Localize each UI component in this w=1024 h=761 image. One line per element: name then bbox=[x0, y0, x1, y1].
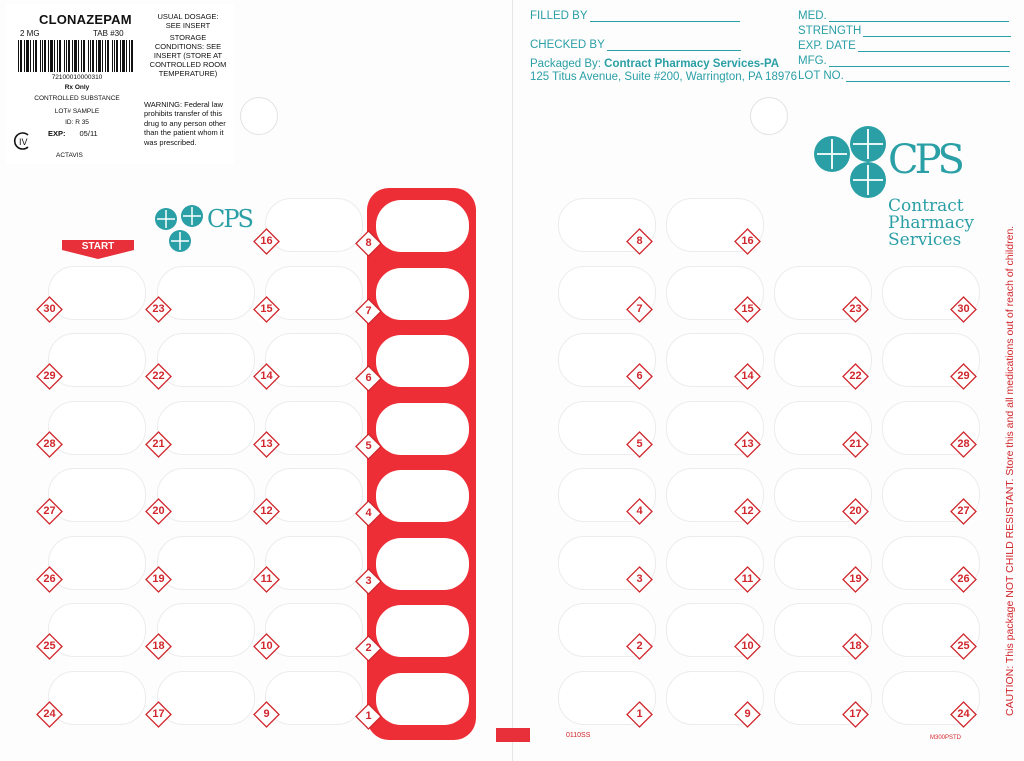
day-16-number: 16 bbox=[260, 235, 273, 247]
day-19-number: 19 bbox=[152, 572, 165, 585]
exp-label: EXP: bbox=[48, 129, 66, 138]
start-arrow-icon bbox=[60, 238, 136, 260]
strip-day-4-number: 4 bbox=[365, 507, 372, 519]
right-day-23-number: 23 bbox=[849, 302, 862, 315]
day-22-number: 22 bbox=[152, 370, 165, 382]
code-left: 0110SS bbox=[566, 732, 591, 739]
strip-blister-day-7[interactable] bbox=[376, 268, 469, 320]
drug-strength: 2 MG bbox=[20, 29, 40, 38]
cps-logo-text-large: CPS bbox=[888, 137, 961, 183]
med-field: MED. bbox=[798, 10, 1009, 22]
pill-id: ID: R 35 bbox=[65, 119, 89, 126]
lot-no-field: LOT NO. bbox=[798, 70, 1010, 82]
manufacturer: ACTAVIS bbox=[56, 152, 83, 159]
day-18-number: 18 bbox=[152, 640, 165, 652]
day-20-number: 20 bbox=[152, 505, 165, 517]
federal-warning: WARNING: Federal law prohibits transfer of this drug to any person other than the patient whom it was prescribed. bbox=[144, 100, 226, 147]
hang-hole-left bbox=[240, 97, 278, 135]
starter-strip bbox=[367, 188, 476, 740]
day-14-number: 14 bbox=[260, 370, 273, 382]
code-right: M300PSTD bbox=[930, 735, 962, 741]
day-10-number: 10 bbox=[260, 640, 273, 652]
filled-by-field: FILLED BY bbox=[530, 10, 740, 22]
packager-name: Contract Pharmacy Services-PA bbox=[604, 58, 780, 70]
strip-day-5-number: 5 bbox=[365, 439, 372, 452]
day-24-number: 24 bbox=[43, 707, 56, 720]
barcode-number: 72100010000310 bbox=[51, 74, 103, 81]
right-day-24-number: 24 bbox=[957, 707, 970, 720]
right-day-4-number: 4 bbox=[636, 505, 643, 517]
fold-line bbox=[512, 0, 513, 761]
lot-number: LOT# SAMPLE bbox=[54, 108, 100, 115]
right-day-10-number: 10 bbox=[741, 640, 754, 652]
caution-text: CAUTION: This package NOT CHILD RESISTANT. Store this and all medications out of reach of children. bbox=[1004, 225, 1016, 716]
day-15-number: 15 bbox=[260, 302, 273, 315]
barcode bbox=[18, 40, 136, 72]
strength-field: STRENGTH bbox=[798, 25, 1011, 37]
right-day-21-number: 21 bbox=[849, 437, 862, 450]
schedule-iv-icon bbox=[13, 131, 33, 151]
strip-blister-day-2[interactable] bbox=[376, 605, 469, 657]
drug-name: CLONAZEPAM bbox=[39, 12, 132, 27]
right-day-7-number: 7 bbox=[636, 302, 643, 315]
day-17-number: 17 bbox=[152, 707, 165, 720]
day-23-number: 23 bbox=[152, 302, 165, 315]
packaged-by bbox=[530, 58, 797, 84]
day-27-number: 27 bbox=[43, 505, 56, 517]
right-day-15-number: 15 bbox=[741, 302, 754, 315]
right-day-29-number: 29 bbox=[957, 370, 970, 382]
start-label: START bbox=[81, 241, 115, 252]
day-28-number: 28 bbox=[43, 437, 56, 450]
right-day-25-number: 25 bbox=[957, 640, 970, 652]
right-day-26-number: 26 bbox=[957, 572, 970, 585]
day-25-number: 25 bbox=[43, 640, 56, 652]
strip-blister-day-6[interactable] bbox=[376, 335, 469, 387]
right-day-14-number: 14 bbox=[741, 370, 754, 382]
exp-value: 05/11 bbox=[79, 129, 98, 138]
right-day-20-number: 20 bbox=[849, 505, 862, 517]
day-26-number: 26 bbox=[43, 572, 56, 585]
exp-date-field: EXP. DATE bbox=[798, 40, 1010, 52]
right-day-3-number: 3 bbox=[636, 572, 643, 585]
brand-line-3: Services bbox=[888, 230, 962, 250]
right-day-22-number: 22 bbox=[849, 370, 862, 382]
right-day-12-number: 12 bbox=[741, 505, 754, 517]
day-29-number: 29 bbox=[43, 370, 56, 382]
strip-blister-day-5[interactable] bbox=[376, 403, 469, 455]
cps-logo-icon bbox=[150, 203, 210, 255]
right-day-11-number: 11 bbox=[741, 572, 754, 585]
day-30-number: 30 bbox=[43, 302, 56, 315]
storage-conditions: STORAGE CONDITIONS: SEE INSERT (STORE AT CONTROLLED ROOM TEMPERATURE) bbox=[149, 33, 227, 78]
right-day-30-number: 30 bbox=[957, 302, 970, 315]
day-11-number: 11 bbox=[260, 572, 273, 585]
right-day-5-number: 5 bbox=[636, 437, 643, 450]
right-day-19-number: 19 bbox=[849, 572, 862, 585]
strip-blister-day-4[interactable] bbox=[376, 470, 469, 522]
rx-only: Rx Only bbox=[64, 84, 90, 91]
brand-line-2: Pharmacy bbox=[888, 213, 975, 233]
strip-day-1-number: 1 bbox=[365, 709, 372, 722]
hang-hole-right bbox=[750, 97, 788, 135]
day-12-number: 12 bbox=[260, 505, 273, 517]
strip-day-8-number: 8 bbox=[365, 237, 372, 249]
packaged-by-prefix: Packaged By: bbox=[530, 58, 605, 70]
prescription-label bbox=[6, 4, 234, 164]
strip-day-6-number: 6 bbox=[365, 372, 372, 384]
right-day-2-number: 2 bbox=[636, 640, 643, 652]
expiration bbox=[48, 129, 98, 138]
day-9-number: 9 bbox=[263, 707, 270, 720]
schedule-text: IV bbox=[19, 137, 28, 147]
day-13-number: 13 bbox=[260, 437, 273, 450]
day-21-number: 21 bbox=[152, 437, 165, 450]
right-day-8-number: 8 bbox=[636, 235, 643, 247]
drug-quantity: TAB #30 bbox=[93, 29, 124, 38]
right-day-13-number: 13 bbox=[741, 437, 754, 450]
checked-by-field: CHECKED BY bbox=[530, 39, 741, 51]
strip-blister-day-1[interactable] bbox=[376, 673, 469, 725]
brand-name bbox=[888, 198, 974, 249]
strip-blister-day-8[interactable] bbox=[376, 200, 469, 252]
cps-logo-large-icon bbox=[812, 124, 890, 202]
right-day-16-number: 16 bbox=[741, 235, 754, 247]
strip-blister-day-3[interactable] bbox=[376, 538, 469, 590]
strip-day-3-number: 3 bbox=[365, 574, 372, 587]
right-day-17-number: 17 bbox=[849, 707, 862, 720]
registration-mark bbox=[496, 728, 530, 742]
strip-day-2-number: 2 bbox=[365, 642, 372, 654]
right-day-28-number: 28 bbox=[957, 437, 970, 450]
usual-dosage: USUAL DOSAGE: SEE INSERT bbox=[157, 12, 219, 30]
brand-line-1: Contract bbox=[888, 196, 964, 216]
right-day-1-number: 1 bbox=[636, 707, 643, 720]
right-day-18-number: 18 bbox=[849, 640, 862, 652]
right-day-6-number: 6 bbox=[636, 370, 643, 382]
packager-address: 125 Titus Avenue, Suite #200, Warrington, PA 18976 bbox=[530, 71, 798, 83]
right-day-27-number: 27 bbox=[957, 505, 970, 517]
dosage-storage bbox=[142, 12, 234, 78]
right-day-9-number: 9 bbox=[744, 707, 751, 720]
strip-day-7-number: 7 bbox=[365, 304, 372, 317]
mfg-field: MFG. bbox=[798, 55, 1009, 67]
controlled-substance: CONTROLLED SUBSTANCE bbox=[34, 95, 120, 102]
cps-logo-text-small: CPS bbox=[207, 205, 252, 233]
